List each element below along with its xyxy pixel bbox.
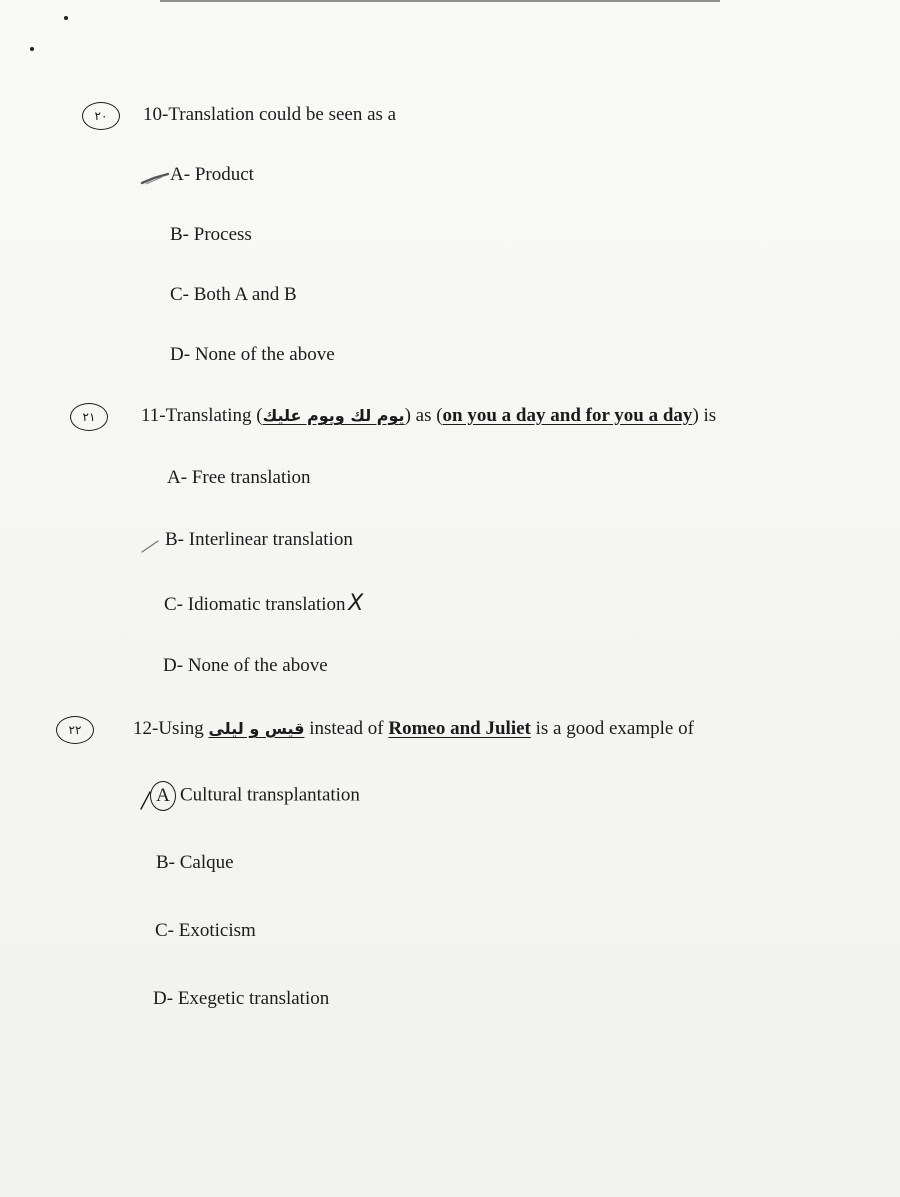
question-10 [143,104,396,126]
option-letter: D- [163,655,184,676]
option-letter: A- [170,164,191,185]
question-11-option-c[interactable] [164,591,363,616]
cross-mark: X [348,591,364,616]
question-11 [141,405,716,427]
option-text: Idiomatic translation [187,594,346,615]
question-12-option-c[interactable] [155,920,256,942]
option-text: Product [194,164,254,185]
question-11-arabic-phrase: يوم لك ويوم عليك [262,406,405,425]
option-text: Interlinear translation [188,529,353,550]
ink-speck [30,47,34,51]
question-12-english-phrase: Romeo and Juliet [388,718,531,739]
question-11-pre: Translating ( [165,405,263,426]
pencil-tick-mark [140,538,162,554]
question-10-option-d[interactable] [170,344,335,366]
question-10-option-c[interactable] [170,284,297,306]
question-10-text: Translation could be seen as a [168,104,397,125]
option-text: None of the above [194,344,335,365]
page-top-edge [160,0,720,2]
question-11-option-a[interactable] [167,467,311,489]
option-letter: A- [167,467,188,488]
option-letter: B- [165,529,184,550]
option-letter: B- [170,224,189,245]
question-12-number: 12- [133,718,159,739]
question-10-option-b[interactable] [170,224,252,246]
option-letter: D- [153,988,174,1009]
question-11-mid: ) as ( [404,405,443,426]
question-12-pre: Using [158,718,204,739]
option-letter: B- [156,852,175,873]
question-12-post: is a good example of [535,718,694,739]
question-12-badge: ٢٢ [56,716,94,744]
question-12 [133,718,694,740]
option-text: Cultural transplantation [180,784,360,806]
option-text: None of the above [187,655,328,676]
option-text: Free translation [191,467,311,488]
question-12-option-d[interactable] [153,988,329,1010]
question-10-option-a[interactable] [170,164,254,186]
question-11-badge: ٢١ [70,403,108,431]
option-letter: C- [155,920,174,941]
option-text: Exegetic translation [177,988,330,1009]
option-letter: C- [164,594,183,615]
question-10-badge: ٢٠ [82,102,120,130]
question-12-option-b[interactable] [156,852,234,874]
question-12-arabic-phrase: قيس و ليلى [208,719,305,738]
question-11-option-d[interactable] [163,655,328,677]
question-11-option-b[interactable] [165,529,353,551]
question-12-mid: instead of [309,718,384,739]
question-11-post: ) is [692,405,717,426]
option-text: Both A and B [193,284,297,305]
option-letter: D- [170,344,191,365]
question-11-number: 11- [141,405,166,426]
option-letter: C- [170,284,189,305]
selected-answer-circle: A [150,781,176,811]
question-10-number: 10- [143,104,169,125]
option-text: Calque [179,852,234,873]
option-text: Exoticism [178,920,256,941]
option-text: Process [193,224,252,245]
question-12-option-a[interactable] [150,781,360,811]
question-11-english-phrase: on you a day and for you a day [442,405,693,426]
ink-speck [64,16,68,20]
pencil-tick-mark [140,172,172,186]
